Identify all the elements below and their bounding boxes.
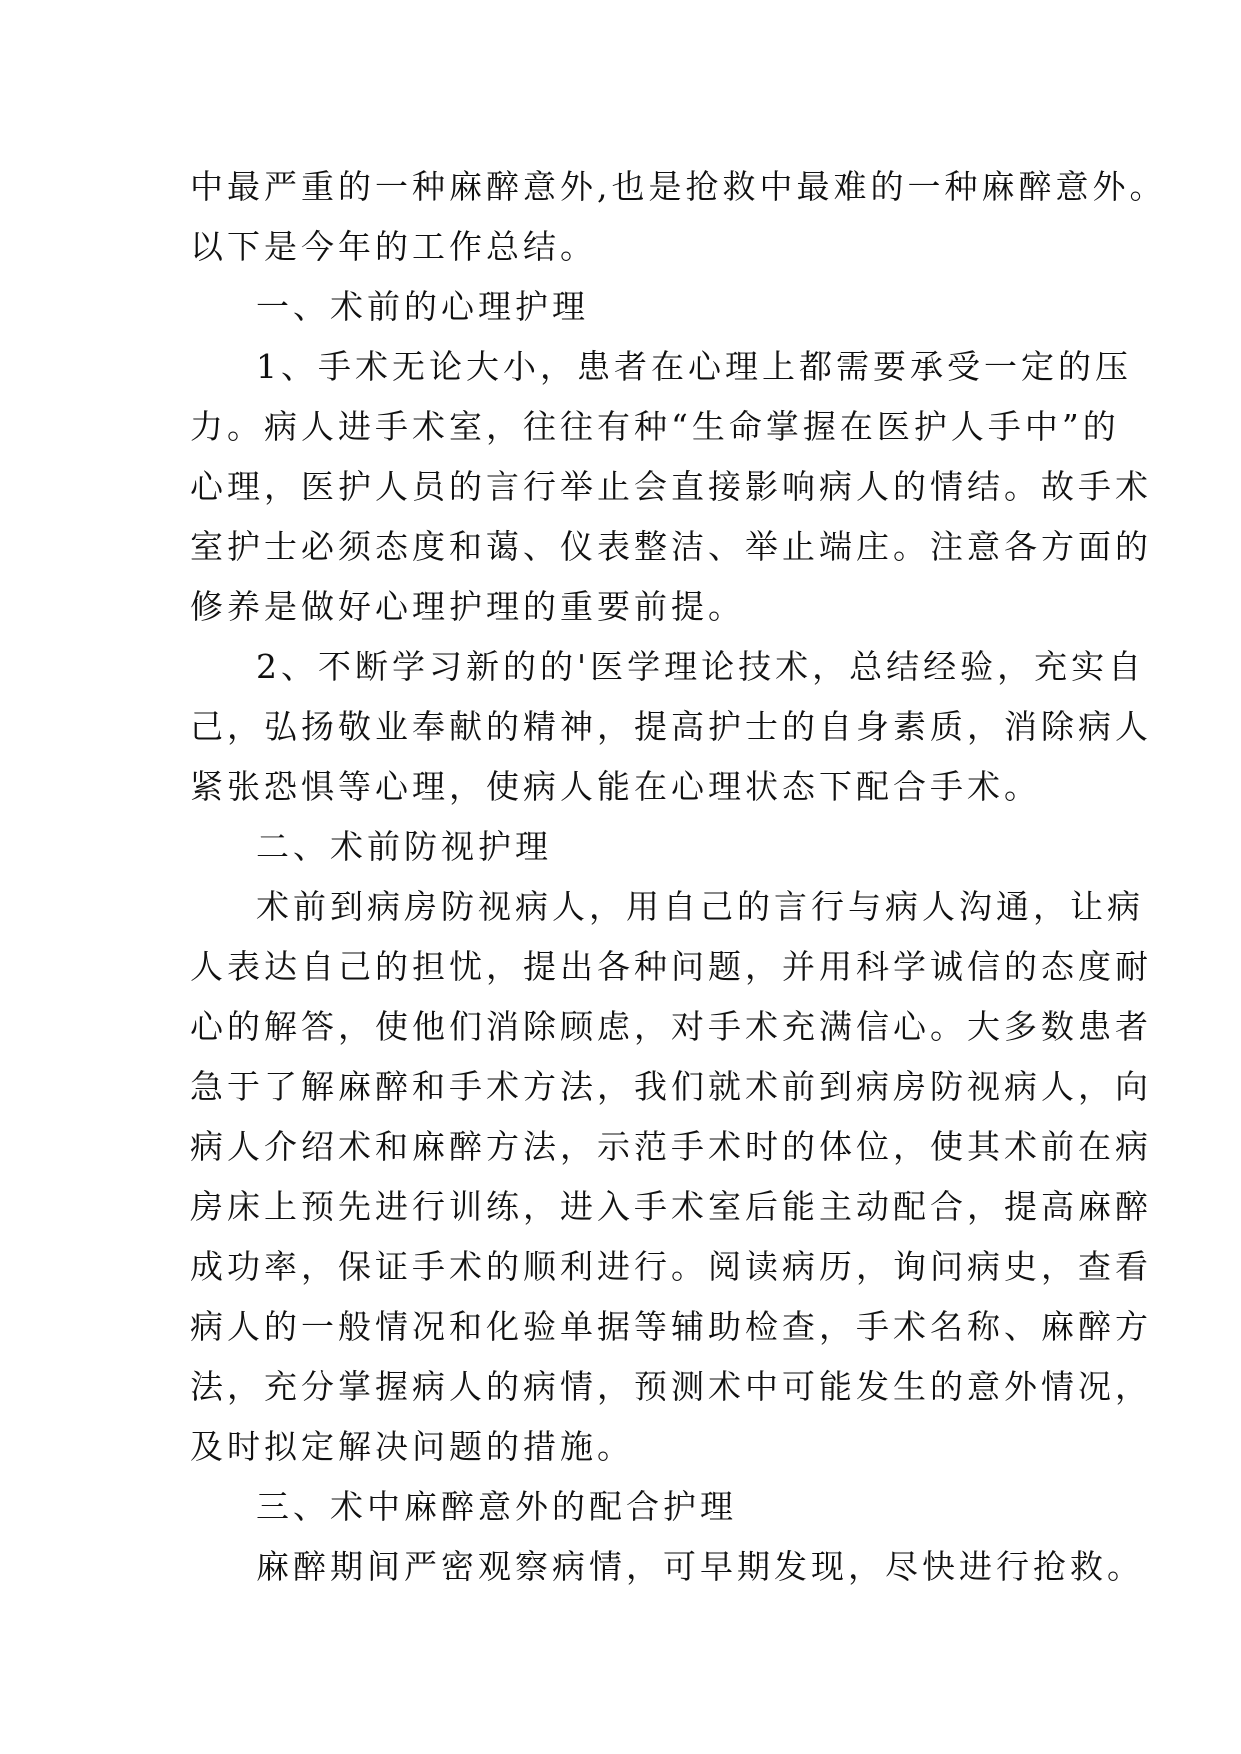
- text-line: 中最严重的一种麻醉意外,也是抢救中最难的一种麻醉意外。: [190, 167, 1167, 206]
- text-line: 病人的一般情况和化验单据等辅助检查，手术名称、麻醉方: [190, 1307, 1152, 1346]
- text-line: 心理，医护人员的言行举止会直接影响病人的情结。故手术: [190, 467, 1152, 506]
- text-line: 1、手术无论大小，患者在心理上都需要承受一定的压: [256, 347, 1132, 386]
- text-line: 室护士必须态度和蔼、仪表整洁、举止端庄。注意各方面的: [190, 527, 1152, 566]
- section-heading: 三、术中麻醉意外的配合护理: [256, 1487, 737, 1526]
- text-line: 2、不断学习新的的'医学理论技术，总结经验，充实自: [256, 647, 1146, 686]
- text-line: 力。病人进手术室，往往有种“生命掌握在医护人手中”的: [190, 407, 1120, 446]
- text-line: 紧张恐惧等心理，使病人能在心理状态下配合手术。: [190, 767, 1041, 806]
- text-line: 病人介绍术和麻醉方法，示范手术时的体位，使其术前在病: [190, 1127, 1152, 1166]
- text-line: 修养是做好心理护理的重要前提。: [190, 587, 745, 626]
- text-line: 以下是今年的工作总结。: [190, 227, 597, 266]
- text-line: 术前到病房防视病人，用自己的言行与病人沟通，让病: [256, 887, 1144, 926]
- section-heading: 二、术前防视护理: [256, 827, 552, 866]
- text-line: 房床上预先进行训练，进入手术室后能主动配合，提高麻醉: [190, 1187, 1152, 1226]
- section-heading: 一、术前的心理护理: [256, 287, 589, 326]
- text-line: 急于了解麻醉和手术方法，我们就术前到病房防视病人，向: [190, 1067, 1152, 1106]
- text-line: 法，充分掌握病人的病情，预测术中可能发生的意外情况，: [190, 1367, 1152, 1406]
- text-line: 麻醉期间严密观察病情，可早期发现，尽快进行抢救。: [256, 1547, 1144, 1586]
- text-line: 己，弘扬敬业奉献的精神，提高护士的自身素质，消除病人: [190, 707, 1152, 746]
- text-line: 成功率，保证手术的顺利进行。阅读病历，询问病史，查看: [190, 1247, 1152, 1286]
- document-body: [190, 157, 1167, 1597]
- text-line: 心的解答，使他们消除顾虑，对手术充满信心。大多数患者: [190, 1007, 1152, 1046]
- text-line: 及时拟定解决问题的措施。: [190, 1427, 634, 1466]
- text-line: 人表达自己的担忧，提出各种问题，并用科学诚信的态度耐: [190, 947, 1152, 986]
